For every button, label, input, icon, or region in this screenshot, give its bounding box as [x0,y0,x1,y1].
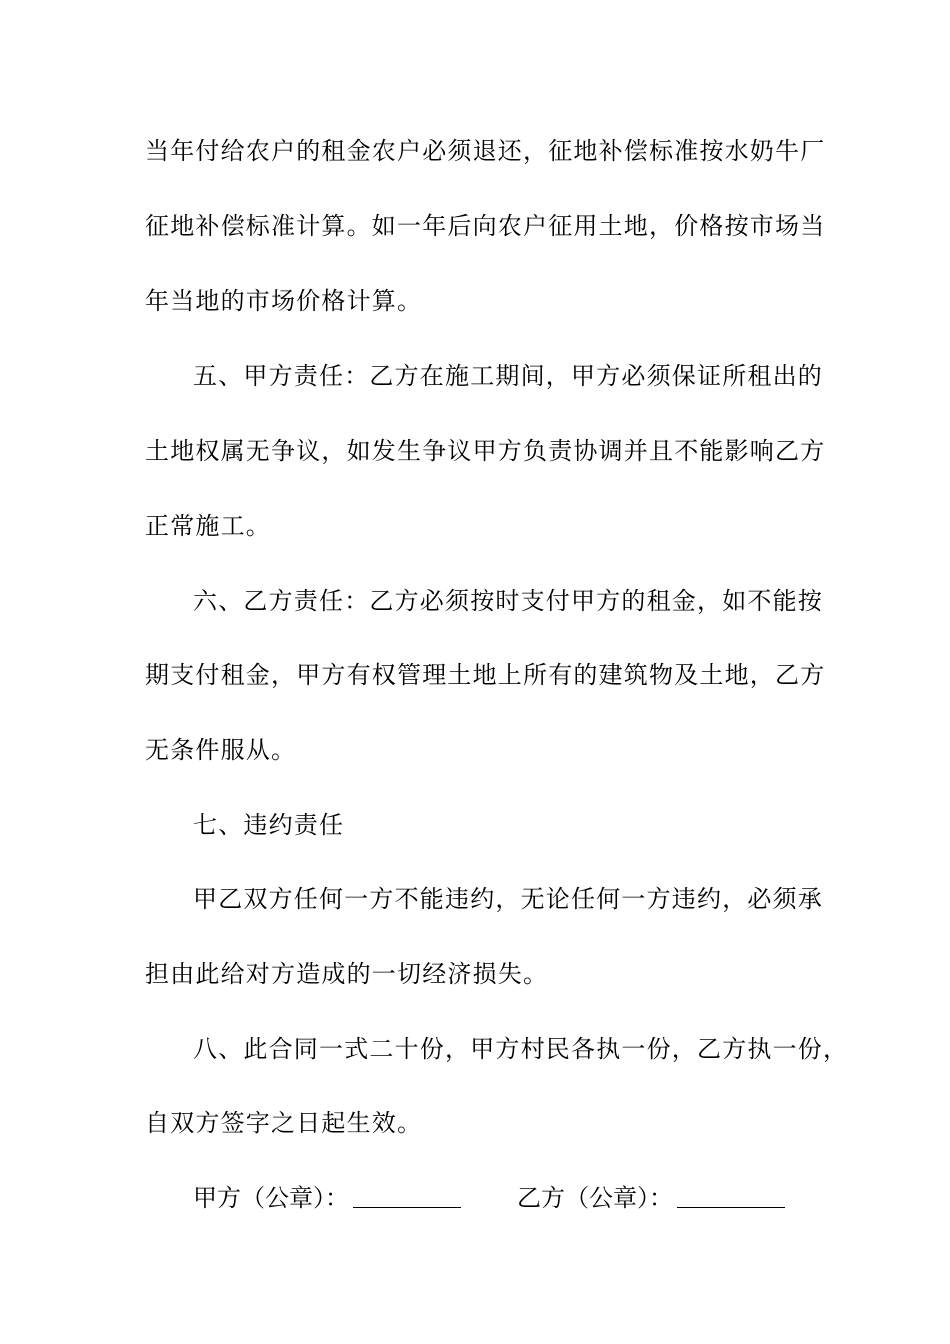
clause-7-line-2: 担由此给对方造成的一切经济损失。 [145,960,549,988]
party-a-label: 甲方（公章）： [193,1184,349,1212]
party-a-signature-line [353,1183,461,1208]
clause-5-line-1: 五、甲方责任：乙方在施工期间，甲方必须保证所租出的 [193,362,823,390]
party-b-signature [517,1183,785,1213]
body-line-1: 当年付给农户的租金农户必须退还，征地补偿标准按水奶牛厂 [145,137,826,165]
clause-6-line-3: 无条件服从。 [145,736,297,764]
party-b-signature-line [677,1183,785,1208]
signature-row [193,1183,833,1215]
body-line-2: 征地补偿标准计算。如一年后向农户征用土地，价格按市场当 [145,212,826,240]
clause-8-line-1: 八、此合同一式二十份，甲方村民各执一份，乙方执一份， [193,1035,849,1063]
clause-6-line-1: 六、乙方责任：乙方必须按时支付甲方的租金，如不能按 [193,587,823,615]
clause-7-line-1: 甲乙双方任何一方不能违约，无论任何一方违约，必须承 [193,885,823,913]
clause-5-line-2: 土地权属无争议，如发生争议甲方负责协调并且不能影响乙方 [145,437,826,465]
party-a-signature [193,1183,461,1213]
clause-5-line-3: 正常施工。 [145,512,271,540]
clause-8-line-2: 自双方签字之日起生效。 [145,1109,423,1137]
body-line-3: 年当地的市场价格计算。 [145,287,423,315]
clause-6-line-2: 期支付租金，甲方有权管理土地上所有的建筑物及土地，乙方 [145,661,826,689]
clause-7-heading: 七、违约责任 [193,811,345,839]
party-b-label: 乙方（公章）： [517,1184,673,1212]
